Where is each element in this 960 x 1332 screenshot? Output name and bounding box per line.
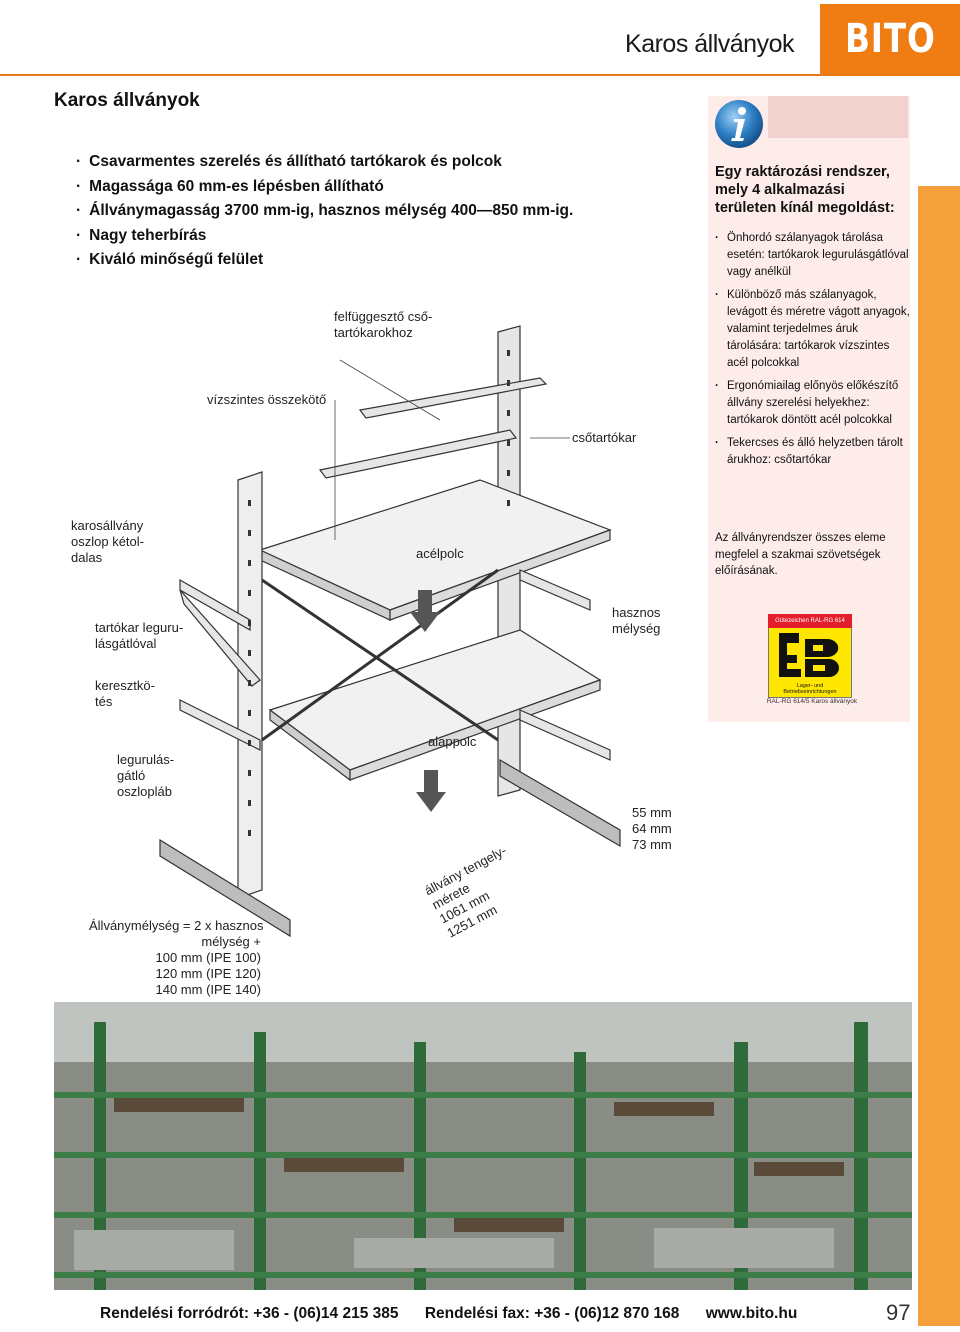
label-steel-shelf: acélpolc [416,546,464,561]
feature-item: · Kiváló minőségű felület [76,248,573,273]
feature-item: · Csavarmentes szerelés és állítható tartókarok és polcok [76,150,573,175]
info-icon [712,96,768,152]
rack-diagram [140,320,700,960]
info-item: · Különböző más szálanyagok, levágott és méretre vágott anyagok, valamint terjedelmes áruk tárolására: tartókarok vízszintes acél polcokkal [715,287,911,372]
cert-bottom-label: Lager- und Betriebseinrichtungen [783,683,837,695]
footer-order-wire: Rendelési forródrót: +36 - (06)14 215 385 [100,1305,399,1322]
label-useful-depth: hasznos mélység [612,605,661,636]
label-horizontal-link: vízszintes összekötő [207,392,327,407]
label-rack-depth: Állványmélység = 2 x hasznos mélység + 100 mm (IPE 100) 120 mm (IPE 120) 140 mm (IPE 140) [89,918,264,997]
info-note: Az állványrendszer összes eleme megfelel a szakmai szövetségek előírásának. [715,532,886,577]
label-pipe-arm: csőtartókar [572,430,637,445]
label-base-shelf: alappolc [428,734,477,749]
feature-item: · Állványmagasság 3700 mm-ig, hasznos mélység 400—850 mm-ig. [76,199,573,224]
side-tab [918,186,960,1326]
label-axis-size: állvány tengely- mérete 1061 mm 1251 mm [422,842,509,941]
feature-item: · Nagy teherbírás [76,224,573,249]
label-foot-stop: legurulás- gátló oszlopláb [117,752,175,799]
footer-contact [100,1305,819,1323]
info-heading: Egy raktározási rendszer, mely 4 alkalmazási területen kínál megoldást: [715,164,895,216]
label-suspension: felfüggesztő cső- tartókarokhoz [334,309,433,340]
footer-order-fax: Rendelési fax: +36 - (06)12 870 168 [424,1305,680,1322]
label-arm-with-stop: tartókar leguru- lásgátlóval [95,620,184,651]
footer-website[interactable]: www.bito.hu [705,1305,798,1322]
info-item: · Ergonómiailag előnyös előkészítő állvány szerelési helyekhez: tartókarok döntött acél polcokkal [715,378,911,429]
label-sizes: 55 mm 64 mm 73 mm [632,805,672,852]
info-list [715,230,911,475]
header-title: Karos állványok [625,30,794,58]
warehouse-photo [54,1002,912,1290]
cert-top-label: Gütezeichen RAL-RG 614 [768,614,852,628]
brand-logo [820,4,960,74]
brand-name: BITO [844,16,936,62]
label-cross-brace: keresztkö- tés [95,678,155,709]
header-rule [0,74,960,76]
page-number: 97 [886,1300,911,1325]
section-title: Karos állványok [54,90,200,111]
label-column: karosállvány oszlop kétol- dalas [71,518,144,565]
info-item: · Önhordó szálanyagok tárolása esetén: tartókarok legurulásgátlóval vagy anélkül [715,230,911,281]
cert-caption: RAL-RG 614/5 Karos állványok [766,698,858,705]
feature-item: · Magassága 60 mm-es lépésben állítható [76,175,573,200]
feature-list [76,150,573,273]
header-band [0,0,960,76]
info-strip [768,96,908,138]
info-item: · Tekercses és álló helyzetben tárolt árukhoz: csőtartókar [715,435,911,469]
